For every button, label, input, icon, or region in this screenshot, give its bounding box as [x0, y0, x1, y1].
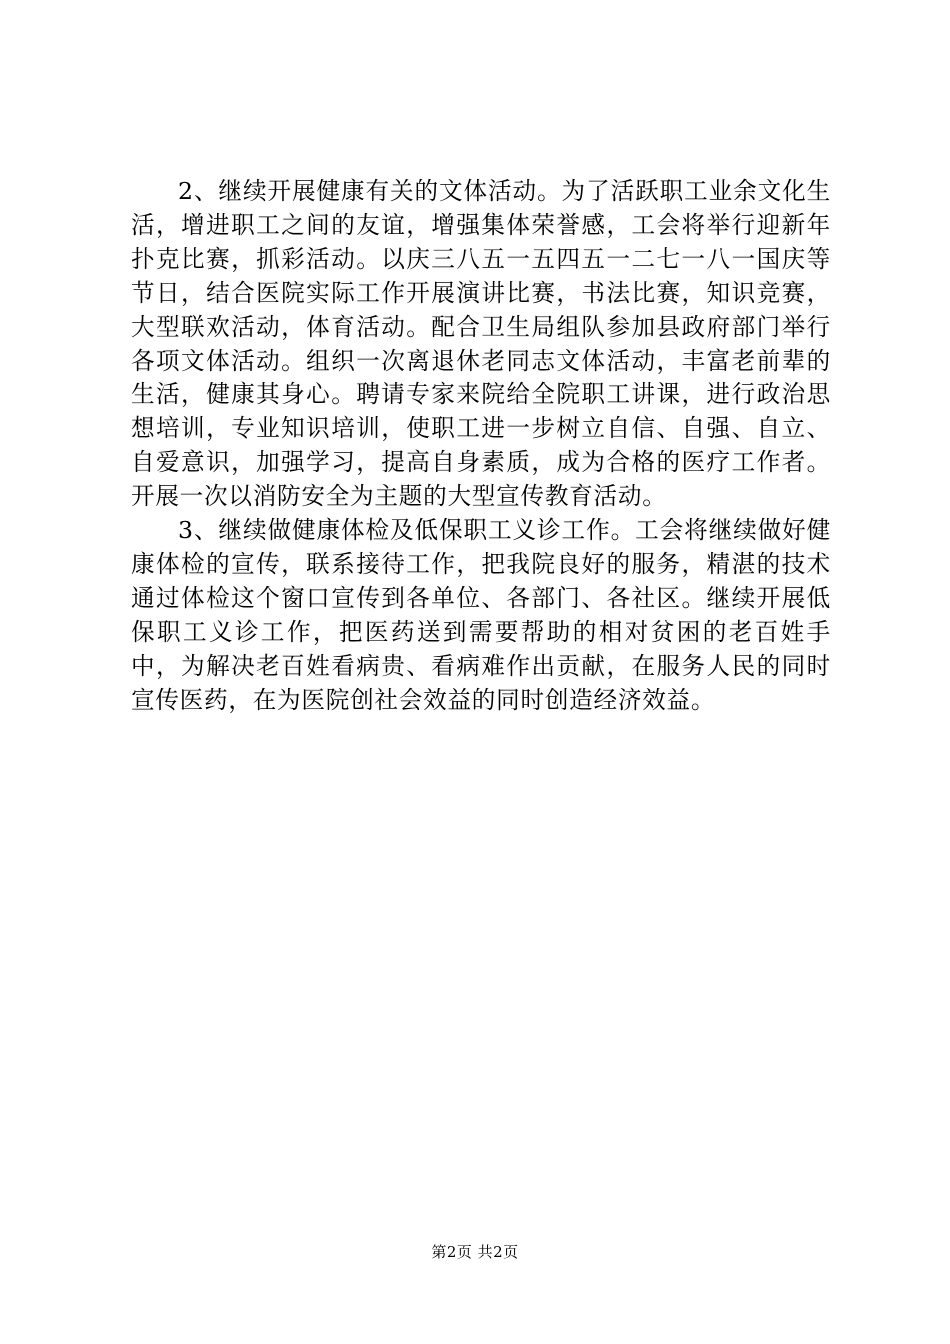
paragraph-health-checkup: 3、继续做健康体检及低保职工义诊工作。工会将继续做好健康体检的宣传，联系接待工作，把我院良好的服务，精湛的技术通过体检这个窗口宣传到各单位、各部门、各社区。继续开展低保职工义诊工作，把医药送到需要帮助的相对贫困的老百姓手中，为解决老百姓看病贵、看病难作出贡献，在服务人民的同时宣传医药，在为医院创社会效益的同时创造经济效益。 — [131, 516, 831, 714]
page-footer: 第2页 共2页 — [431, 1243, 519, 1261]
paragraph-cultural-activities: 2、继续开展健康有关的文体活动。为了活跃职工业余文化生活，增进职工之间的友谊，增强集体荣誉感，工会将举行迎新年扑克比赛，抓彩活动。以庆三八五一五四五一二七一八一国庆等节日，结合医院实际工作开展演讲比赛，书法比赛，知识竞赛，大型联欢活动，体育活动。配合卫生局组队参加县政府部门举行各项文体活动。组织一次离退休老同志文体活动，丰富老前辈的生活，健康其身心。聘请专家来院给全院职工讲课，进行政治思想培训，专业知识培训，使职工进一步树立自信、自强、自立、自爱意识，加强学习，提高自身素质，成为合格的医疗工作者。开展一次以消防安全为主题的大型宣传教育活动。 — [131, 177, 831, 511]
document-body — [131, 175, 831, 718]
